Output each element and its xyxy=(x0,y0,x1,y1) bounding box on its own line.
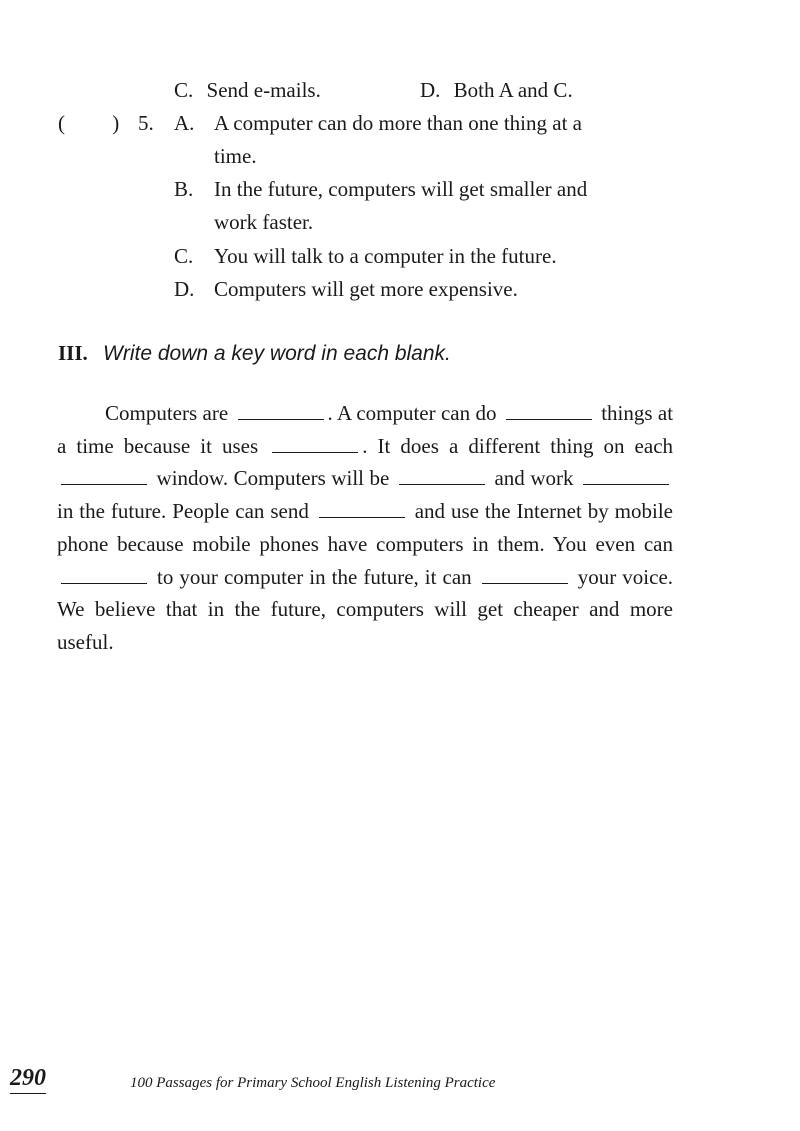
option-text-line: You will talk to a computer in the future. xyxy=(214,244,557,268)
section-heading xyxy=(58,341,451,366)
blank-2[interactable] xyxy=(506,418,592,420)
passage-text: Computers are xyxy=(105,401,229,425)
passage-text: . It does a different thing on each xyxy=(362,433,674,458)
passage-text: things at a time because it uses xyxy=(57,401,674,458)
option-text-line: A computer can do more than one thing at a xyxy=(214,111,582,135)
book-title: 100 Passages for Primary School English Listening Practice xyxy=(130,1075,496,1091)
q5-option-d xyxy=(174,273,194,306)
option-text-line: work faster. xyxy=(214,210,314,234)
blank-9[interactable] xyxy=(482,582,568,584)
bracket-close: ) xyxy=(112,111,120,135)
q4-option-d xyxy=(420,74,573,107)
option-text-line: Computers will get more expensive. xyxy=(214,277,518,301)
section-numeral: III. xyxy=(58,341,88,365)
q4-option-c xyxy=(174,74,321,107)
blank-4[interactable] xyxy=(61,483,147,485)
q5-option-b xyxy=(174,173,193,206)
page-number: 290 xyxy=(10,1065,46,1094)
passage xyxy=(57,397,673,659)
option-label: C. xyxy=(174,78,194,102)
blank-1[interactable] xyxy=(238,418,324,420)
option-label: D. xyxy=(420,78,441,102)
blank-7[interactable] xyxy=(319,516,405,518)
option-text-line: In the future, computers will get smaller and xyxy=(214,177,588,201)
option-text: Send e-mails. xyxy=(206,78,321,102)
passage-text: in the future. People can send xyxy=(57,499,309,524)
answer-bracket[interactable] xyxy=(58,107,119,140)
blank-5[interactable] xyxy=(399,483,485,485)
section-instruction: Write down a key word in each blank. xyxy=(103,342,451,365)
option-label: A. xyxy=(174,111,195,135)
passage-text: to your computer in the future, it can xyxy=(157,564,472,589)
passage-text: . A computer can do xyxy=(327,401,497,425)
q5-option-c xyxy=(174,240,193,273)
q5-option-a xyxy=(174,107,194,140)
question-number: 5. xyxy=(138,111,154,135)
bracket-open: ( xyxy=(58,111,65,135)
option-text: Both A and C. xyxy=(453,78,573,102)
passage-text: and use the Internet by mobile phone because mobile phones have computers in them. You even can xyxy=(57,499,674,556)
blank-6[interactable] xyxy=(583,483,669,485)
passage-text: your voice. We believe that in the future, computers will get cheaper and more useful. xyxy=(57,564,674,654)
passage-text: and work xyxy=(494,466,574,491)
option-label: D. xyxy=(174,277,195,301)
option-label: C. xyxy=(174,244,194,268)
passage-text: window. Computers will be xyxy=(156,466,390,491)
blank-8[interactable] xyxy=(61,582,147,584)
option-label: B. xyxy=(174,177,194,201)
option-text-line: time. xyxy=(214,144,257,168)
blank-3[interactable] xyxy=(272,451,358,453)
